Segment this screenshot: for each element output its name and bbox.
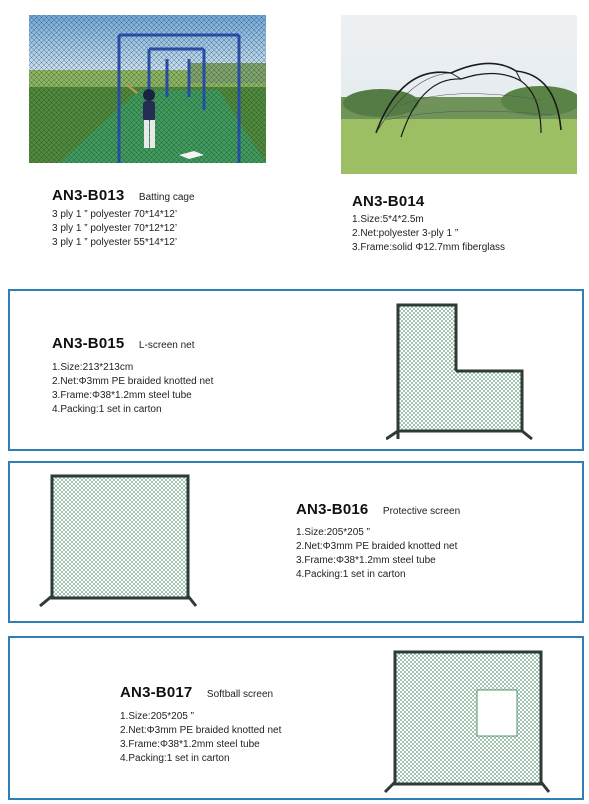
spec-line: 3.Frame:Φ38*1.2mm steel tube — [120, 739, 260, 750]
spec-line: 1.Size:5*4*2.5m — [352, 214, 424, 225]
spec-line: 1.Size:205*205 ” — [296, 527, 370, 538]
softball-screen-photo — [383, 646, 553, 796]
spec-line: 3.Frame:Φ38*1.2mm steel tube — [296, 555, 436, 566]
product-heading — [120, 684, 281, 702]
protective-screen-photo — [38, 468, 198, 618]
product-heading — [52, 187, 302, 205]
product-panel-b015 — [8, 289, 584, 451]
product-code: AN3-B013 — [52, 187, 125, 204]
spec-line: 3 ply 1 ” polyester 70*14*12’ — [52, 209, 178, 220]
spec-line: 1.Size:213*213cm — [52, 362, 134, 373]
spec-line: 3.Frame:solid Φ12.7mm fiberglass — [352, 242, 506, 253]
product-code: AN3-B015 — [52, 335, 125, 352]
batting-cage-photo — [29, 15, 266, 163]
spec-line: 3 ply 1 ” polyester 55*14*12’ — [52, 237, 178, 248]
spec-line: 3.Frame:Φ38*1.2mm steel tube — [52, 390, 192, 401]
product-panel-b017 — [8, 636, 584, 800]
product-subtitle: Protective screen — [382, 506, 461, 517]
spec-line: 4.Packing:1 set in carton — [120, 753, 230, 764]
product-code: AN3-B016 — [296, 501, 369, 518]
spec-line: 2.Net:polyester 3-ply 1 ” — [352, 228, 459, 239]
product-subtitle: Batting cage — [138, 192, 195, 203]
product-subtitle: L-screen net — [138, 340, 195, 351]
product-code: AN3-B017 — [120, 684, 193, 701]
spec-line: 4.Packing:1 set in carton — [296, 569, 406, 580]
l-screen-photo — [386, 301, 536, 447]
product-code: AN3-B014 — [352, 193, 425, 210]
spec-line: 2.Net:Φ3mm PE braided knotted net — [52, 376, 214, 387]
spec-line: 4.Packing:1 set in carton — [52, 404, 162, 415]
product-heading — [52, 335, 213, 353]
spec-line: 1.Size:205*205 ” — [120, 711, 194, 722]
product-subtitle: Softball screen — [206, 689, 274, 700]
product-panel-b016 — [8, 461, 584, 623]
dome-cage-photo — [341, 15, 577, 174]
spec-line: 3 ply 1 ” polyester 70*12*12’ — [52, 223, 178, 234]
spec-line: 2.Net:Φ3mm PE braided knotted net — [296, 541, 458, 552]
product-heading — [296, 501, 460, 519]
spec-line: 2.Net:Φ3mm PE braided knotted net — [120, 725, 282, 736]
